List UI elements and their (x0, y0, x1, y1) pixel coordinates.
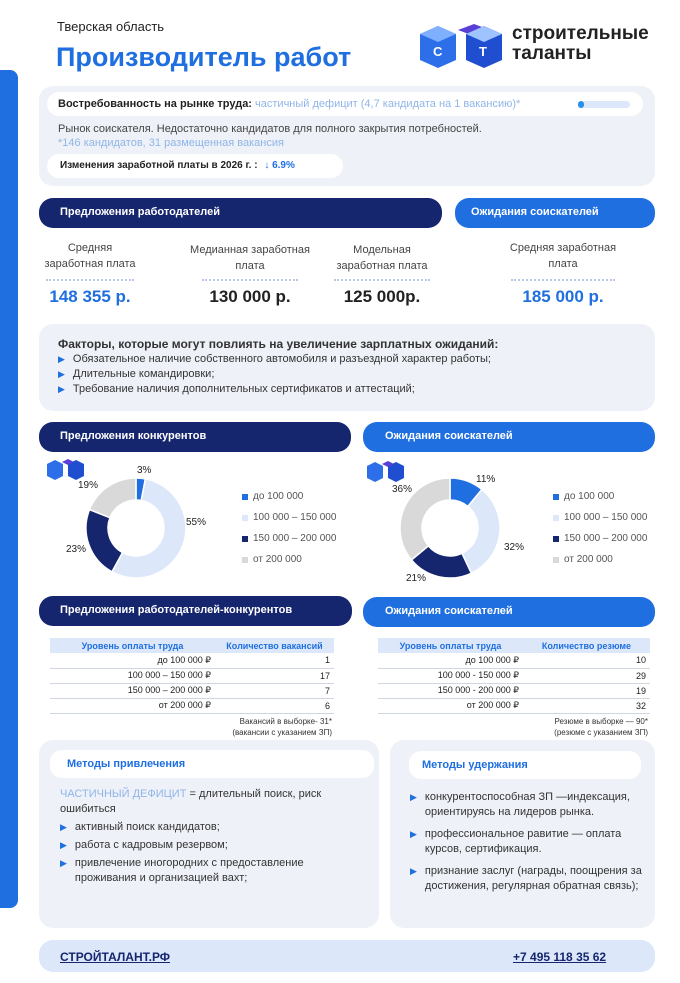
demand-progress-fill (578, 101, 584, 108)
list-item (58, 352, 491, 367)
retain-methods-title: Методы удержания (409, 751, 641, 779)
legend-swatch (242, 494, 248, 500)
left-accent-bar (0, 70, 18, 908)
table-cell: от 200 000 ₽ (50, 698, 215, 713)
table-row (50, 683, 334, 698)
chart1-label-1: 55% (186, 517, 207, 528)
legend-item (242, 507, 336, 528)
salary-change-label: Изменения заработной платы в 2026 г. : (60, 160, 258, 171)
market-text: Рынок соискателя. Недостаточно кандидатов для полного закрытия потребностей. (58, 123, 482, 135)
list-item (58, 382, 491, 397)
legend-item (553, 507, 647, 528)
right-table-header: Ожидания соискателей (363, 597, 655, 627)
list-item (410, 864, 650, 894)
site-link[interactable]: СТРОЙТАЛАНТ.РФ (60, 950, 171, 964)
logo-letter-t: Т (479, 44, 487, 59)
triangle-bullet-icon: ▶ (58, 354, 65, 364)
left-table-header: Предложения работодателей-конкурентов (39, 596, 352, 626)
stat-median-value: 130 000 р. (209, 287, 291, 306)
demand-value: частичный дефицит (4,7 кандидата на 1 вакансию)* (255, 98, 521, 110)
list-item (60, 838, 365, 853)
logo-letter-c: С (433, 44, 443, 59)
right-table-note (478, 716, 648, 738)
triangle-bullet-icon: ▶ (410, 792, 417, 802)
seekers-expectations-header: Ожидания соискателей (455, 198, 655, 228)
triangle-bullet-icon: ▶ (60, 840, 67, 850)
attract-methods-title: Методы привлечения (50, 750, 374, 778)
deficit-text (60, 787, 360, 817)
stat-seekers-average (505, 240, 621, 307)
deficit-word: ЧАСТИЧНЫЙ ДЕФИЦИТ (60, 788, 187, 800)
divider (511, 279, 615, 281)
phone-link[interactable]: +7 495 118 35 62 (513, 950, 607, 964)
salary-change-row (60, 160, 295, 171)
legend-swatch (242, 557, 248, 563)
factor-text: Требование наличия дополнительных сертификатов и аттестаций; (72, 383, 415, 395)
table-cell: 32 (523, 698, 650, 713)
legend-swatch (553, 536, 559, 542)
list-item (60, 856, 365, 886)
chart2-label-3: 36% (392, 484, 413, 495)
legend-label: от 200 000 (253, 554, 302, 565)
table-row (378, 683, 650, 698)
legend-item (242, 528, 336, 549)
stat-seekers-average-value: 185 000 р. (522, 287, 604, 306)
legend-label: 100 000 – 150 000 (564, 512, 648, 523)
legend-label: 150 000 – 200 000 (253, 533, 337, 544)
legend-swatch (242, 515, 248, 521)
divider (202, 279, 298, 281)
stat-seekers-average-label: Средняя заработная плата (509, 242, 617, 270)
donut-slice (86, 510, 123, 572)
chart2-label-2: 21% (406, 573, 427, 584)
deficit-rest: = длительный поиск, риск ошибиться (60, 788, 322, 815)
stat-median (188, 242, 312, 307)
chart2-label-0: 11% (476, 474, 496, 485)
method-text: активный поиск кандидатов; (74, 821, 220, 833)
chart1-legend (242, 486, 336, 570)
table-row (50, 653, 334, 668)
competitors-table (50, 638, 334, 714)
column-header: Количество резюме (523, 638, 650, 653)
factor-text: Обязательное наличие собственного автомобиля и разъездной характер работы; (72, 353, 491, 365)
page-title: Производитель работ (56, 42, 352, 72)
table-cell: 100 000 - 150 000 ₽ (378, 668, 523, 683)
table-row (378, 698, 650, 713)
stat-mode-value: 125 000р. (343, 287, 421, 306)
logo-line-1: строительные (512, 23, 649, 44)
region-label: Тверская область (57, 19, 165, 34)
table-cell: до 100 000 ₽ (378, 653, 523, 668)
note-line: (вакансии с указанием ЗП) (232, 728, 332, 737)
table-cell: от 200 000 ₽ (378, 698, 523, 713)
triangle-bullet-icon: ▶ (60, 822, 67, 832)
legend-label: 150 000 – 200 000 (564, 533, 648, 544)
factor-text: Длительные командировки; (72, 368, 215, 380)
table-cell: 29 (523, 668, 650, 683)
method-text: привлечение иногородних с предоставление проживания и организацией вахт; (74, 857, 304, 884)
factors-title: Факторы, которые могут повлиять на увеличение зарплатных ожиданий: (58, 337, 499, 351)
method-text: конкурентоспособная ЗП —индексация, ориентируясь на лидеров рынка. (424, 791, 630, 818)
note-line: Вакансий в выборке- 31* (239, 717, 332, 726)
legend-label: до 100 000 (564, 491, 615, 502)
factors-list (58, 352, 491, 397)
legend-item (242, 486, 336, 507)
legend-label: 100 000 – 150 000 (253, 512, 337, 523)
table-cell: 19 (523, 683, 650, 698)
demand-footnote: *146 кандидатов, 31 размещенная вакансия (58, 137, 284, 149)
divider (46, 279, 134, 281)
note-line: Резюме в выборке — 90* (554, 717, 648, 726)
logo-cubes-icon (418, 22, 504, 68)
table-cell: 17 (215, 668, 334, 683)
demand-label: Востребованность на рынке труда: (58, 98, 252, 110)
stat-mode (330, 242, 434, 307)
list-item (58, 367, 491, 382)
method-text: профессиональное равитие — оплата курсов, сертификация. (424, 828, 622, 855)
seekers-table (378, 638, 650, 714)
table-cell: 10 (523, 653, 650, 668)
attract-list (60, 820, 365, 889)
table-cell: 7 (215, 683, 334, 698)
triangle-bullet-icon: ▶ (410, 829, 417, 839)
table-header-row (50, 638, 334, 653)
demand-row (58, 98, 520, 110)
legend-swatch (242, 536, 248, 542)
table-cell: 150 000 – 200 000 ₽ (50, 683, 215, 698)
chart1-label-3: 19% (78, 480, 99, 491)
retain-list (410, 790, 650, 897)
chart2-label-1: 32% (504, 542, 525, 553)
legend-item (242, 549, 336, 570)
table-header-row (378, 638, 650, 653)
table-row (378, 653, 650, 668)
stat-median-label: Медианная заработная плата (190, 244, 310, 272)
legend-swatch (553, 557, 559, 563)
column-header: Количество вакансий (215, 638, 334, 653)
list-item (410, 827, 650, 857)
legend-item (553, 486, 647, 507)
table-row (50, 698, 334, 713)
competitors-chart-header: Предложения конкурентов (39, 422, 351, 452)
logo-line-2: таланты (512, 43, 592, 64)
chart2-legend (553, 486, 647, 570)
seekers-chart-header: Ожидания соискателей (363, 422, 655, 452)
legend-item (553, 528, 647, 549)
table-row (378, 668, 650, 683)
arrow-down-icon: ↓ (264, 160, 270, 171)
table-cell: 100 000 – 150 000 ₽ (50, 668, 215, 683)
triangle-bullet-icon: ▶ (60, 858, 67, 868)
table-row (50, 668, 334, 683)
triangle-bullet-icon: ▶ (58, 369, 65, 379)
salary-change-value: 6.9% (272, 160, 295, 171)
triangle-bullet-icon: ▶ (58, 384, 65, 394)
table-cell: 1 (215, 653, 334, 668)
legend-swatch (553, 515, 559, 521)
method-text: признание заслуг (награды, поощрения за достижения, регулярная обратная связь); (424, 865, 642, 892)
column-header: Уровень оплаты труда (50, 638, 215, 653)
demand-progress-track (578, 101, 630, 108)
left-table-note (160, 716, 332, 738)
stat-average (40, 240, 140, 307)
table-cell: до 100 000 ₽ (50, 653, 215, 668)
chart1-label-0: 3% (137, 465, 152, 476)
list-item (410, 790, 650, 820)
legend-swatch (553, 494, 559, 500)
list-item (60, 820, 365, 835)
stat-mode-label: Модельная заработная плата (336, 244, 428, 272)
table-cell: 150 000 - 200 000 ₽ (378, 683, 523, 698)
method-text: работа с кадровым резервом; (74, 839, 228, 851)
stat-average-value: 148 355 р. (49, 287, 131, 306)
column-header: Уровень оплаты труда (378, 638, 523, 653)
employers-offers-header: Предложения работодателей (39, 198, 442, 228)
legend-item (553, 549, 647, 570)
logo-text (512, 24, 649, 64)
legend-label: до 100 000 (253, 491, 304, 502)
chart1-label-2: 23% (66, 544, 87, 555)
stat-average-label: Средняя заработная плата (44, 242, 136, 270)
divider (334, 279, 430, 281)
note-line: (резюме с указанием ЗП) (554, 728, 648, 737)
triangle-bullet-icon: ▶ (410, 866, 417, 876)
legend-label: от 200 000 (564, 554, 613, 565)
table-cell: 6 (215, 698, 334, 713)
